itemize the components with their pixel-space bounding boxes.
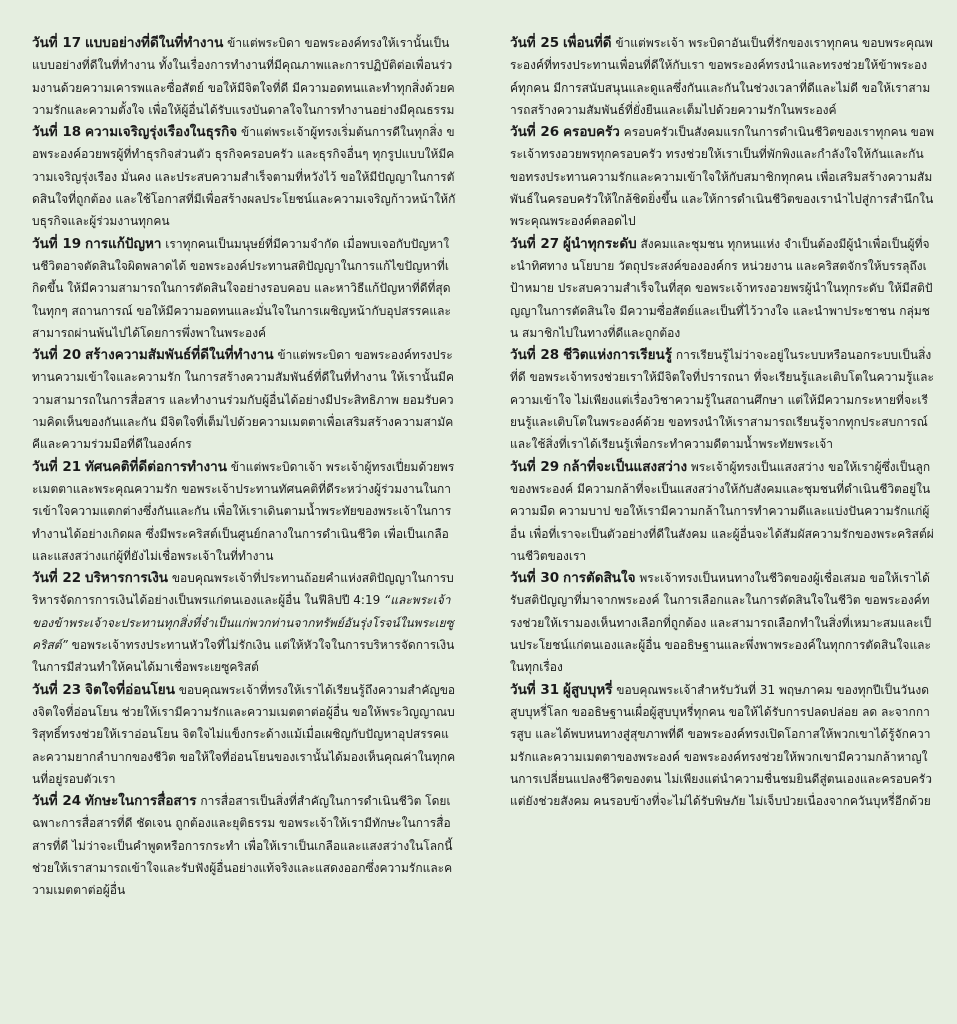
day-label: วันที่ 29 <box>510 458 560 475</box>
entry-body: ขอบคุณพระเจ้าที่ทรงให้เราได้เรียนรู้ถึงความสำคัญของจิตใจที่อ่อนโยน ช่วยให้เรามีความรักและความเมตตาต่อผู้อื่น ขอให้พระวิญญาณบริสุทธิ์ทรงช่วยให้เราอ่อนโยน จิตใจไม่แข็งกระด้างแม้เมื่อเผชิญกับปัญหาอุปสรรคและความยากลำบากของชีวิต ขอให้ใจที่อ่อนโยนของเรานั้นได้มองเห็นคุณค่าในทุกคนที่อยู่รอบตัวเรา <box>32 682 456 786</box>
day-label: วันที่ 26 <box>510 124 560 141</box>
prayer-entry-day-25 <box>510 32 934 121</box>
entry-body: ข้าแต่พระบิดา ขอพระองค์ทรงให้เรานั้นเป็นแบบอย่างที่ดีในที่ทำงาน ทั้งในเรื่องการทำงานที่มีคุณภาพและการปฏิบัติต่อเพื่อนร่วมงานด้วยความเคารพและซื่อสัตย์ ขอให้มีจิตใจที่ดี มีความอดทนและทำทุกสิ่งด้วยความรักและความตั้งใจ เพื่อให้ผู้อื่นได้รับแรงบันดาลใจในการทำงานอย่างมีคุณธรรม <box>32 36 455 117</box>
prayer-entry-day-24 <box>32 790 456 901</box>
entry-title: แบบอย่างที่ดีในที่ทำงาน <box>85 35 224 51</box>
entry-title: จิตใจที่อ่อนโยน <box>85 681 175 698</box>
day-label: วันที่ 19 <box>32 235 82 252</box>
day-label: วันที่ 31 <box>510 681 560 698</box>
entry-body: การสื่อสารเป็นสิ่งที่สำคัญในการดำเนินชีวิต โดยเฉพาะการสื่อสารที่ดี ชัดเจน ถูกต้องและยุติธรรม ขอพระเจ้าให้เรามีทักษะในการสื่อสารที่ดี ไม่ว่าจะเป็นคำพูดหรือการกระทำ เพื่อให้เราเป็นเกลือและแสงสว่างในโลกนี้ ช่วยให้เราสามารถเข้าใจและรับฟังผู้อื่นอย่างแท้จริงและแสดงออกซึ่งความรักและความเมตตาต่อผู้อื่น <box>32 794 453 898</box>
entry-body: ขอบคุณพระเจ้าที่ประทานถ้อยคำแห่งสติปัญญาในการบริหารจัดการการเงินได้อย่างเป็นพรแก่ตนเองและผู้อื่น ในฟีลิปปี 4:19 <box>32 571 454 608</box>
entry-title: การตัดสินใจ <box>563 570 636 587</box>
entry-body-after: ขอพระเจ้าทรงประทานหัวใจที่ไม่รักเงิน แต่ให้หัวใจในการบริหารจัดการเงิน ในการมีส่วนทำให้คนได้มาเชื่อพระเยซูคริสต์ <box>32 638 455 675</box>
prayer-entry-day-28 <box>510 344 934 455</box>
prayer-entry-day-22 <box>32 567 456 678</box>
day-label: วันที่ 25 <box>510 35 560 51</box>
entry-body: ครอบครัวเป็นสังคมแรกในการดำเนินชีวิตของเราทุกคน ขอพระเจ้าทรงอวยพรทุกครอบครัว ทรงช่วยให้เราเป็นที่พักพิงและกำลังใจให้กันและกัน ขอทรงประทานความรักและความเข้าใจให้กับสมาชิกทุกคน เพื่อเสริมสร้างความสัมพันธ์ในครอบครัวให้ใกล้ชิดยิ่งขึ้น และให้การดำเนินชีวิตของเรานำไปสู่การสำนึกในพระคุณพระองค์ตลอดไป <box>510 125 934 229</box>
day-label: วันที่ 17 <box>32 35 82 51</box>
entry-title: ทัศนคติที่ดีต่อการทำงาน <box>85 458 227 475</box>
prayer-entry-day-21 <box>32 456 456 567</box>
day-label: วันที่ 23 <box>32 681 82 698</box>
entry-title: ครอบครัว <box>563 124 620 141</box>
day-label: วันที่ 21 <box>32 458 82 475</box>
entry-body: ข้าแต่พระบิดา ขอพระองค์ทรงประทานความเข้าใจและความรัก ในการสร้างความสัมพันธ์ที่ดีในที่ทำงาน ให้เรานั้นมีความสามารถในการสื่อสาร และทำงานร่วมกับผู้อื่นได้อย่างมีประสิทธิภาพ ยอมรับความคิดเห็นของกันและกัน มีจิตใจที่เต็มไปด้วยความเมตตาเพื่อเสริมสร้างความสามัคคีและความร่วมมือที่ดีในองค์กร <box>32 348 454 452</box>
left-column <box>32 32 456 902</box>
prayer-entry-day-31 <box>510 679 934 813</box>
entry-body: เราทุกคนเป็นมนุษย์ที่มีความจำกัด เมื่อพบเจอกับปัญหาในชีวิตอาจตัดสินใจผิดพลาดได้ ขอพระองค์ประทานสติปัญญาในการแก้ไขปัญหาที่เกิดขึ้น ให้มีความสามารถในการตัดสินใจอย่างรอบคอบ และหาวิธีแก้ปัญหาที่ดีที่สุดในทุกๆ สถานการณ์ ขอให้มีความอดทนและมั่นใจในการเผชิญหน้ากับอุปสรรคและสามารถผ่านพ้นไปได้โดยการพึ่งพาในพระองค์ <box>32 236 451 340</box>
scripture-quote: “และพระเจ้าของข้าพระเจ้าจะประทานทุกสิ่งที่จำเป็นแก่พวกท่านจากทรัพย์อันรุ่งโรจน์ในพระเยซูคริสต์” <box>32 593 454 653</box>
prayer-entry-day-19 <box>32 233 456 344</box>
prayer-entry-day-18 <box>32 121 456 232</box>
entry-title: บริหารการเงิน <box>85 570 169 587</box>
entry-body: พระเจ้าผู้ทรงเป็นแสงสว่าง ขอให้เราผู้ซึ่งเป็นลูกของพระองค์ มีความกล้าที่จะเป็นแสงสว่างให้กับสังคมและชุมชนที่ดำเนินชีวิตอยู่ในความมืด ความบาป ขอให้เรามีความกล้าในการทำความดีและแบ่งปันความรักแก่ผู้อื่น เพื่อที่เราจะเป็นตัวอย่างที่ดีในสังคม และผู้อื่นจะได้สัมผัสความรักของพระคริสต์ผ่านชีวิตของเรา <box>510 459 934 563</box>
prayer-entry-day-20 <box>32 344 456 455</box>
prayer-entry-day-29 <box>510 456 934 567</box>
entry-title: สร้างความสัมพันธ์ที่ดีในที่ทำงาน <box>85 347 274 364</box>
day-label: วันที่ 30 <box>510 570 560 587</box>
entry-title: การแก้ปัญหา <box>85 235 162 252</box>
entry-body: ขอบคุณพระเจ้าสำหรับวันที่ 31 พฤษภาคม ของทุกปีเป็นวันงดสูบบุหรี่โลก ขออธิษฐานเผื่อผู้สูบบุหรี่ทุกคน ขอให้ได้รับการปลดปล่อย ลด ละจากการสูบ และได้พบหนทางสู่สุขภาพที่ดี ขอพระองค์ทรงเปิดโอกาสให้พวกเขาได้รู้จักความรักและความเมตตาของพระองค์ ขอพระองค์ทรงช่วยให้พวกเขามีความกล้าหาญในการเปลี่ยนแปลงชีวิตของตน ไม่เพียงแต่นำความชื่นชมยินดีสู่ตนเองและครอบครัว แต่ยังช่วยสังคม คนรอบข้างที่จะไม่ได้รับพิษภัย ไม่เจ็บป่วยเนื่องจากควันบุหรี่อีกด้วย <box>510 682 932 809</box>
day-label: วันที่ 18 <box>32 124 82 141</box>
entry-title: ผู้นำทุกระดับ <box>563 235 637 252</box>
entry-body: ข้าแต่พระบิดาเจ้า พระเจ้าผู้ทรงเปี่ยมด้วยพระเมตตาและพระคุณความรัก ขอพระเจ้าประทานทัศนคติที่ดีระหว่างผู้ร่วมงานในการเข้าใจความแตกต่างซึ่งกันและกัน เพื่อให้เราเดินตามน้ำพระทัยของพระเจ้าในการทำงานได้อย่างเกิดผล ซึ่งมีพระคริสต์เป็นศูนย์กลางในการดำเนินชีวิต เพื่อเป็นเกลือและแสงสว่างแก่ผู้ที่ยังไม่เชื่อพระเจ้าในที่ทำงาน <box>32 459 455 563</box>
entry-title: ผู้สูบบุหรี่ <box>563 681 613 698</box>
entry-body: ข้าแต่พระเจ้าผู้ทรงเริ่มต้นการดีในทุกสิ่ง ขอพระองค์อวยพรผู้ที่ทำธุรกิจส่วนตัว ธุรกิจครอบครัว และธุรกิจอื่นๆ ทุกรูปแบบให้มีความเจริญรุ่งเรือง มั่นคง และประสบความสำเร็จตามที่หวังไว้ ขอให้มีปัญญาในการตัดสินใจที่ถูกต้อง และใช้โอกาสที่มีเพื่อสร้างผลประโยชน์และความเจริญก้าวหน้าให้กับธุรกิจและผู้ร่วมงานทุกคน <box>32 125 456 229</box>
day-label: วันที่ 22 <box>32 570 82 587</box>
prayer-entry-day-23 <box>32 679 456 790</box>
entry-title: ชีวิตแห่งการเรียนรู้ <box>563 347 672 364</box>
day-label: วันที่ 27 <box>510 235 560 252</box>
day-label: วันที่ 28 <box>510 347 560 364</box>
entry-body: ข้าแต่พระเจ้า พระบิดาอันเป็นที่รักของเราทุกคน ขอบพระคุณพระองค์ที่ทรงประทานเพื่อนที่ดีให้กับเรา ขอพระองค์ทรงนำและทรงช่วยให้ข้าพระองค์ทุกคน มีการสนับสนุนและดูแลซึ่งกันและกันในช่วงเวลาที่ดีและไม่ดี ขอให้เราสามารถสร้างความสัมพันธ์ที่ยั่งยืนและเต็มไปด้วยความรักในพระองค์ <box>510 36 933 117</box>
prayer-entry-day-27 <box>510 233 934 344</box>
entry-body: การเรียนรู้ไม่ว่าจะอยู่ในระบบหรือนอกระบบเป็นสิ่งที่ดี ขอพระเจ้าทรงช่วยเราให้มีจิตใจที่ปรารถนา ที่จะเรียนรู้และเติบโตในความรู้และความเข้าใจ ไม่เพียงแต่เรื่องวิชาความรู้ในสถานศึกษา แต่ให้มีความกระหายที่จะเรียนรู้และเติบโตในพระองค์ด้วย ขอทรงนำให้เราสามารถเรียนรู้จากทุกประสบการณ์ และใช้สิ่งที่เราได้เรียนรู้เพื่อกระทำความดีตามน้ำพระทัยพระเจ้า <box>510 348 934 452</box>
prayer-entry-day-26 <box>510 121 934 232</box>
day-label: วันที่ 20 <box>32 347 82 364</box>
entry-title: ความเจริญรุ่งเรืองในธุรกิจ <box>85 124 238 141</box>
entry-body: สังคมและชุมชน ทุกหนแห่ง จำเป็นต้องมีผู้นำเพื่อเป็นผู้ที่จะนำทิศทาง นโยบาย วัตถุประสงค์ขององค์กร หน่วยงาน และคริสตจักรให้บรรลุถึงเป้าหมาย ประสบความสำเร็จในที่สุด ขอพระเจ้าทรงอวยพรผู้นำในทุกระดับ ให้มีสติปัญญาในการตัดสินใจ มีความซื่อสัตย์และเป็นที่ไว้วางใจ และนำพาประชาชน กลุ่มชน สมาชิกไปในทางที่ดีและถูกต้อง <box>510 236 933 340</box>
right-column <box>510 32 934 812</box>
entry-title: กล้าที่จะเป็นแสงสว่าง <box>563 458 688 475</box>
entry-title: เพื่อนที่ดี <box>563 35 612 51</box>
day-label: วันที่ 24 <box>32 793 82 810</box>
entry-body: พระเจ้าทรงเป็นหนทางในชีวิตของผู้เชื่อเสมอ ขอให้เราได้รับสติปัญญาที่มาจากพระองค์ ในการเลือกและในการตัดสินใจในชีวิต ขอพระองค์ทรงช่วยให้เรามองเห็นทางเลือกที่ถูกต้อง และสามารถเลือกทำในสิ่งที่เหมาะสมและเป็นประโยชน์แก่ตนเองและผู้อื่น ขออธิษฐานและพึ่งพาพระองค์ในทุกการตัดสินใจและในทุกเรื่อง <box>510 571 932 675</box>
prayer-entry-day-30 <box>510 567 934 678</box>
entry-title: ทักษะในการสื่อสาร <box>85 793 197 810</box>
prayer-entry-day-17 <box>32 32 456 121</box>
